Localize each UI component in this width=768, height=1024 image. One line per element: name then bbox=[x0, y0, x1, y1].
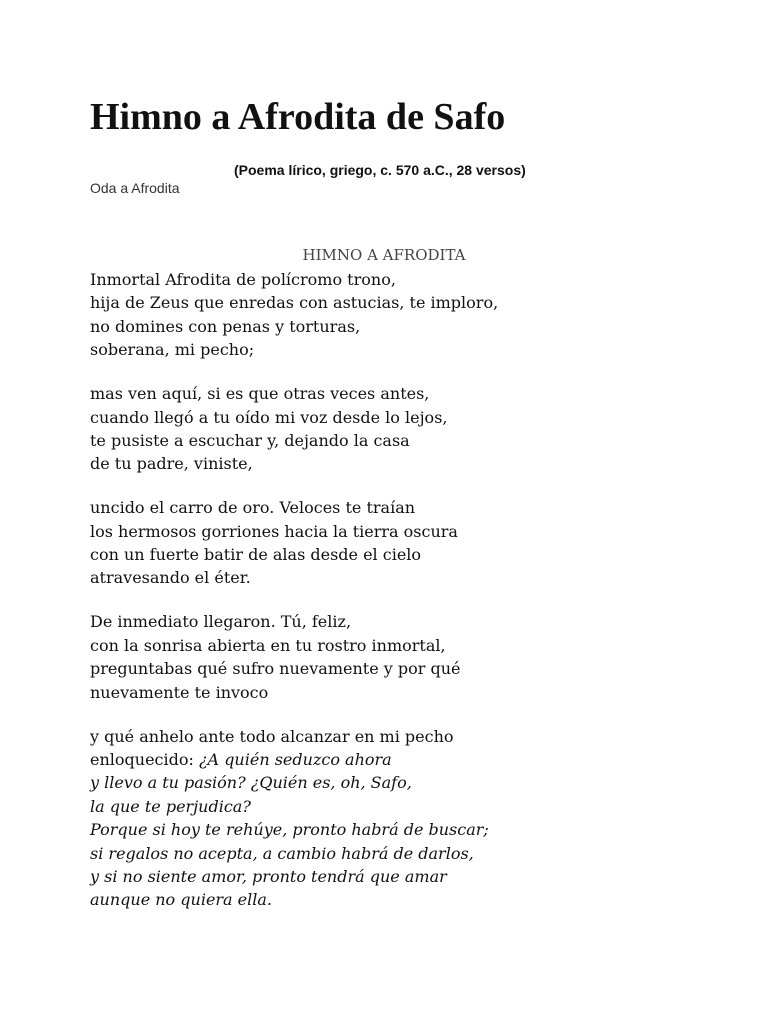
poem-line-italic: la que te perjudica? bbox=[90, 796, 251, 816]
poem-line: los hermosos gorriones hacia la tierra oscura bbox=[90, 521, 458, 541]
poem-line: hija de Zeus que enredas con astucias, te imploro, bbox=[90, 293, 499, 313]
caption: Oda a Afrodita bbox=[90, 180, 180, 196]
poem-line: uncido el carro de oro. Veloces te traían bbox=[90, 498, 416, 518]
poem-heading bbox=[0, 244, 768, 266]
poem-line-italic: y si no siente amor, pronto tendrá que amar bbox=[90, 866, 447, 886]
poem-line: no domines con penas y torturas, bbox=[90, 316, 361, 336]
poem-line: atravesando el éter. bbox=[90, 568, 251, 588]
poem-line-italic: y llevo a tu pasión? ¿Quién es, oh, Safo, bbox=[90, 773, 412, 793]
poem-body bbox=[90, 268, 730, 932]
subtitle: (Poema lírico, griego, c. 570 a.C., 28 versos) bbox=[234, 162, 526, 178]
poem-line: soberana, mi pecho; bbox=[90, 340, 255, 360]
stanza-3 bbox=[90, 496, 730, 590]
poem-line: y qué anhelo ante todo alcanzar en mi pecho bbox=[90, 726, 454, 746]
stanza-4 bbox=[90, 610, 730, 704]
poem-line-italic: aunque no quiera ella. bbox=[90, 890, 273, 910]
poem-line-mixed bbox=[90, 748, 730, 771]
poem-line: Inmortal Afrodita de polícromo trono, bbox=[90, 270, 396, 289]
poem-line: mas ven aquí, si es que otras veces antes, bbox=[90, 384, 430, 404]
poem-line-italic-part: ¿A quién seduzco ahora bbox=[198, 749, 392, 769]
poem-line: cuando llegó a tu oído mi voz desde lo lejos, bbox=[90, 407, 448, 427]
poem-line-italic: Porque si hoy te rehúye, pronto habrá de buscar; bbox=[90, 820, 489, 840]
stanza-2 bbox=[90, 382, 730, 476]
stanza-1 bbox=[90, 268, 730, 362]
poem-line: De inmediato llegaron. Tú, feliz, bbox=[90, 612, 352, 632]
poem-line: preguntabas qué sufro nuevamente y por qué bbox=[90, 659, 461, 679]
poem-heading-text: HIMNO A AFRODITA bbox=[302, 246, 466, 264]
poem-line: de tu padre, viniste, bbox=[90, 454, 253, 474]
poem-line: con la sonrisa abierta en tu rostro inmortal, bbox=[90, 635, 446, 655]
stanza-5 bbox=[90, 725, 730, 912]
poem-line-italic: si regalos no acepta, a cambio habrá de darlos, bbox=[90, 843, 474, 863]
poem-line: con un fuerte batir de alas desde el cielo bbox=[90, 545, 422, 565]
poem-line: te pusiste a escuchar y, dejando la casa bbox=[90, 430, 410, 450]
poem-line-plain-part: enloquecido: bbox=[90, 749, 199, 769]
poem-line: nuevamente te invoco bbox=[90, 682, 269, 702]
page-title: Himno a Afrodita de Safo bbox=[90, 96, 506, 138]
